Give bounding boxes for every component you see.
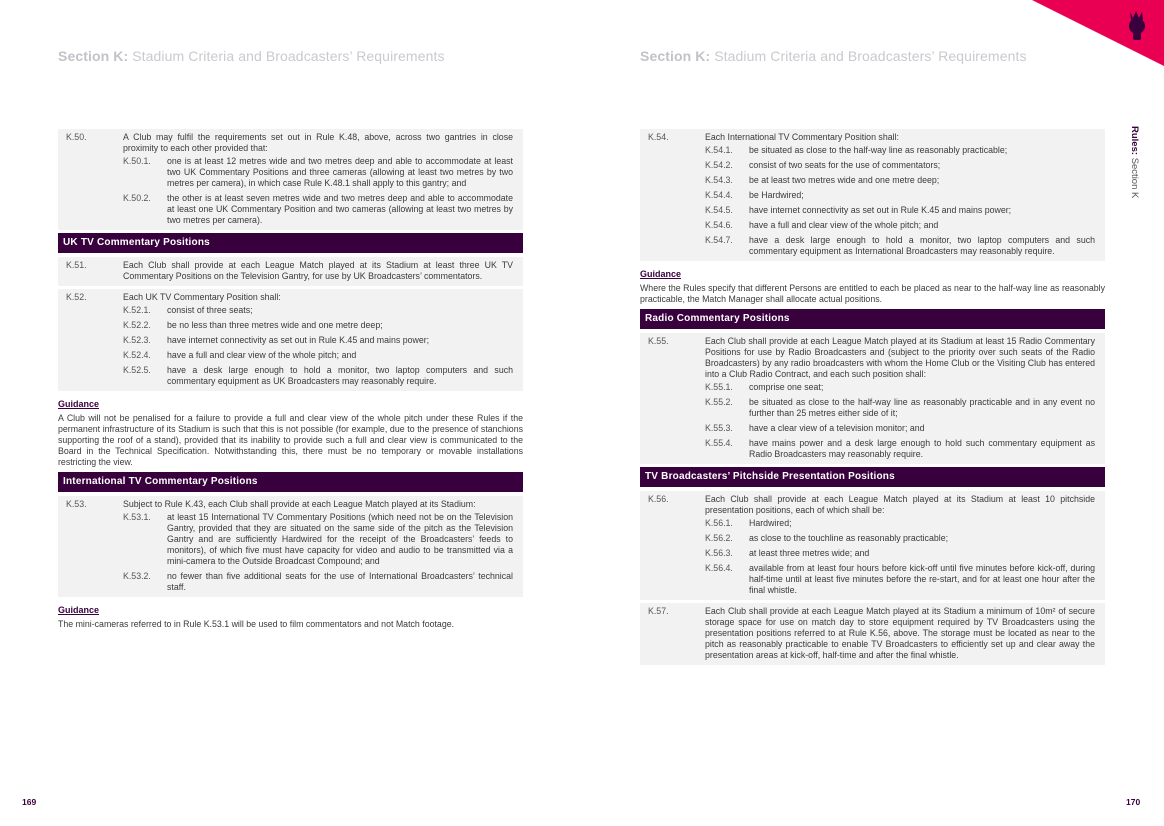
subrule-text: be situated as close to the half-way line as reasonably practicable; — [749, 145, 1008, 155]
subrule-text: as close to the touchline as reasonably practicable; — [749, 533, 949, 543]
subrule-k52-3 — [123, 335, 513, 346]
subrule-number: K.52.4. — [123, 350, 151, 360]
subrule-k50-1 — [123, 156, 513, 189]
rule-number: K.50. — [66, 132, 87, 142]
rule-text: Each International TV Commentary Position shall: — [705, 132, 899, 142]
subrule-k56-4 — [705, 563, 1095, 596]
subrule-number: K.54.7. — [705, 235, 733, 245]
rule-number: K.53. — [66, 499, 87, 509]
subrule-number: K.50.2. — [123, 193, 151, 203]
subrule-k54-1 — [705, 145, 1095, 156]
rule-text: Subject to Rule K.43, each Club shall provide at each League Match played at its Stadium: — [123, 499, 476, 509]
subrule-text: have internet connectivity as set out in Rule K.45 and mains power; — [167, 335, 430, 345]
subrule-k55-2 — [705, 397, 1095, 419]
subrule-number: K.55.2. — [705, 397, 733, 407]
section-header-left — [58, 48, 445, 64]
rule-text: Each UK TV Commentary Position shall: — [123, 292, 281, 302]
rule-k56 — [640, 491, 1105, 600]
rule-number: K.56. — [648, 494, 669, 504]
section-header-title: Stadium Criteria and Broadcasters’ Requirements — [714, 48, 1027, 64]
subrule-number: K.54.6. — [705, 220, 733, 230]
subrule-number: K.53.2. — [123, 571, 151, 581]
subrule-k52-2 — [123, 320, 513, 331]
subrule-k54-2 — [705, 160, 1095, 171]
subrule-number: K.52.1. — [123, 305, 151, 315]
section-header-bold: Section K: — [640, 48, 711, 64]
rule-text: Each Club shall provide at each League Match played at its Stadium at least 10 pitchside presentation positions, each of which shall be: — [705, 494, 1095, 515]
page-number-left: 169 — [22, 797, 37, 807]
heading-uk-tv-commentary: UK TV Commentary Positions — [58, 233, 523, 253]
section-header-right — [640, 48, 1027, 64]
subrule-k54-3 — [705, 175, 1095, 186]
subrule-number: K.52.5. — [123, 365, 151, 375]
guidance-heading: Guidance — [640, 269, 682, 279]
subrule-number: K.56.1. — [705, 518, 733, 528]
subrule-k54-4 — [705, 190, 1095, 201]
subrule-text: consist of three seats; — [167, 305, 253, 315]
subrule-number: K.52.3. — [123, 335, 151, 345]
rule-k54 — [640, 129, 1105, 261]
rule-number: K.51. — [66, 260, 87, 270]
subrule-text: one is at least 12 metres wide and two metres deep and able to accommodate at least two UK Commentary Positions and three cameras (allowing at least two metres by two metres per camera), in which case Rule K.48.1 shall apply to this gantry; and — [167, 156, 513, 188]
subrule-text: be Hardwired; — [749, 190, 804, 200]
subrule-k50-2 — [123, 193, 513, 226]
rule-k55 — [640, 333, 1105, 464]
subrule-number: K.55.1. — [705, 382, 733, 392]
rule-text: Each Club shall provide at each League Match played at its Stadium at least three UK TV Commentary Positions on the Television Gantry, for use by UK Broadcasters’ commentators. — [123, 260, 513, 281]
subrule-k56-1 — [705, 518, 1095, 529]
guidance-text: A Club will not be penalised for a failure to provide a full and clear view of the whole pitch under these Rules if the permanent infrastructure of its Stadium is such that this is not possible (for example, due to the presence of stanchions supporting the roof of a stand), provided that its inability to provide such a full and clear view is communicated to the Board in the Technical Specification. Notwithstanding this, there must be no temporary or movable installations restricting the view. — [58, 413, 523, 467]
rule-k53 — [58, 496, 523, 597]
subrule-text: Hardwired; — [749, 518, 792, 528]
guidance-text: Where the Rules specify that different Persons are entitled to each be placed as near to the half-way line as reasonably practicable, the Match Manager shall allocate actual positions. — [640, 283, 1105, 304]
heading-international-tv-commentary: International TV Commentary Positions — [58, 472, 523, 492]
rule-k50 — [58, 129, 523, 230]
subrule-text: available from at least four hours before kick-off until five minutes before kick-off, during half-time until at least five minutes before the re-start, and for at least one hour after the final whistle. — [749, 563, 1095, 595]
guidance-heading: Guidance — [58, 605, 100, 615]
section-header-title: Stadium Criteria and Broadcasters’ Requirements — [132, 48, 445, 64]
subrule-number: K.54.3. — [705, 175, 733, 185]
rule-text: Each Club shall provide at each League Match played at its Stadium at least 15 Radio Commentary Positions for use by Radio Broadcasters and (subject to the priority over such seats of the Radio Broadcasters) by any radio broadcasters with whom the Home Club or the Visiting Club has entered into a Club Radio Contract, and each such position shall: — [705, 336, 1095, 379]
right-content — [640, 129, 1105, 668]
subrule-text: have a desk large enough to hold a monitor, two laptop computers and such commentary equipment as International Broadcasters may reasonably require. — [749, 235, 1095, 256]
subrule-k56-3 — [705, 548, 1095, 559]
subrule-number: K.56.2. — [705, 533, 733, 543]
subrule-k52-1 — [123, 305, 513, 316]
page-number-right: 170 — [1126, 797, 1141, 807]
subrule-k54-6 — [705, 220, 1095, 231]
rule-text: A Club may fulfil the requirements set out in Rule K.48, above, across two gantries in close proximity to each other provided that: — [123, 132, 513, 153]
subrule-k54-5 — [705, 205, 1095, 216]
subrule-text: the other is at least seven metres wide and two metres deep and able to accommodate at least one UK Commentary Position and two cameras (allowing at least two metres by two metres per camera). — [167, 193, 513, 225]
subrule-text: have a full and clear view of the whole pitch; and — [167, 350, 357, 360]
subrule-text: have a clear view of a television monitor; and — [749, 423, 925, 433]
guidance-text: The mini-cameras referred to in Rule K.53.1 will be used to film commentators and not Match footage. — [58, 619, 455, 629]
subrule-k55-4 — [705, 438, 1095, 460]
subrule-number: K.50.1. — [123, 156, 151, 166]
subrule-number: K.55.4. — [705, 438, 733, 448]
subrule-number: K.54.2. — [705, 160, 733, 170]
side-label-bold: Rules: — [1129, 126, 1140, 156]
subrule-number: K.54.5. — [705, 205, 733, 215]
subrule-text: have internet connectivity as set out in Rule K.45 and mains power; — [749, 205, 1012, 215]
subrule-number: K.52.2. — [123, 320, 151, 330]
corner-decoration — [1014, 0, 1164, 70]
left-content — [58, 129, 523, 634]
subrule-text: have a desk large enough to hold a monitor, two laptop computers and such commentary equipment as UK Broadcasters may reasonably require. — [167, 365, 513, 386]
subrule-number: K.55.3. — [705, 423, 733, 433]
subrule-k54-7 — [705, 235, 1095, 257]
side-section-label — [1128, 126, 1140, 216]
rule-number: K.54. — [648, 132, 669, 142]
pink-corner-shape — [1032, 0, 1164, 66]
subrule-k56-2 — [705, 533, 1095, 544]
subrule-text: be at least two metres wide and one metre deep; — [749, 175, 940, 185]
rule-number: K.55. — [648, 336, 669, 346]
subrule-k55-1 — [705, 382, 1095, 393]
subrule-k52-5 — [123, 365, 513, 387]
subrule-number: K.56.3. — [705, 548, 733, 558]
subrule-text: be situated as close to the half-way line as reasonably practicable and in any event no further than 25 metres either side of it; — [749, 397, 1095, 418]
rule-number: K.57. — [648, 606, 669, 616]
subrule-text: comprise one seat; — [749, 382, 824, 392]
rule-number: K.52. — [66, 292, 87, 302]
rule-k52 — [58, 289, 523, 391]
subrule-number: K.54.4. — [705, 190, 733, 200]
subrule-number: K.53.1. — [123, 512, 151, 522]
subrule-text: be no less than three metres wide and one metre deep; — [167, 320, 383, 330]
guidance-heading: Guidance — [58, 399, 100, 409]
heading-pitchside-presentation: TV Broadcasters’ Pitchside Presentation Positions — [640, 467, 1105, 487]
subrule-text: no fewer than five additional seats for the use of International Broadcasters’ technical staff. — [167, 571, 513, 592]
subrule-text: at least three metres wide; and — [749, 548, 870, 558]
subrule-text: consist of two seats for the use of commentators; — [749, 160, 941, 170]
section-header-bold: Section K: — [58, 48, 129, 64]
subrule-text: have mains power and a desk large enough to hold such commentary equipment as Radio Broadcasters may reasonably require. — [749, 438, 1095, 459]
rule-k57 — [640, 603, 1105, 665]
side-label-text: Section K — [1129, 157, 1140, 199]
subrule-k52-4 — [123, 350, 513, 361]
subrule-k55-3 — [705, 423, 1095, 434]
subrule-text: have a full and clear view of the whole pitch; and — [749, 220, 939, 230]
heading-radio-commentary: Radio Commentary Positions — [640, 309, 1105, 329]
subrule-number: K.54.1. — [705, 145, 733, 155]
rule-text: Each Club shall provide at each League Match played at its Stadium a minimum of 10m² of secure storage space for use on match day to store equipment required by TV Broadcasters using the presentation positions referred to at Rule K.56, above. The storage must be located as near to the pitch as reasonably practicable to enable TV Broadcasters to efficiently set up and clear away the presentation areas at kick-off, half-time and after the final whistle. — [705, 606, 1095, 660]
subrule-k53-2 — [123, 571, 513, 593]
rule-k51 — [58, 257, 523, 286]
subrule-text: at least 15 International TV Commentary Positions (which need not be on the Television Gantry, provided that they are situated on the same side of the pitch as the Television Gantry and are sufficiently Hardwired for the receipt of the Broadcasters’ feeds to monitors), of which five must have capacity for video and audio to be transmitted via a mini-camera to the Outside Broadcast Compound; and — [167, 512, 513, 566]
subrule-number: K.56.4. — [705, 563, 733, 573]
subrule-k53-1 — [123, 512, 513, 567]
